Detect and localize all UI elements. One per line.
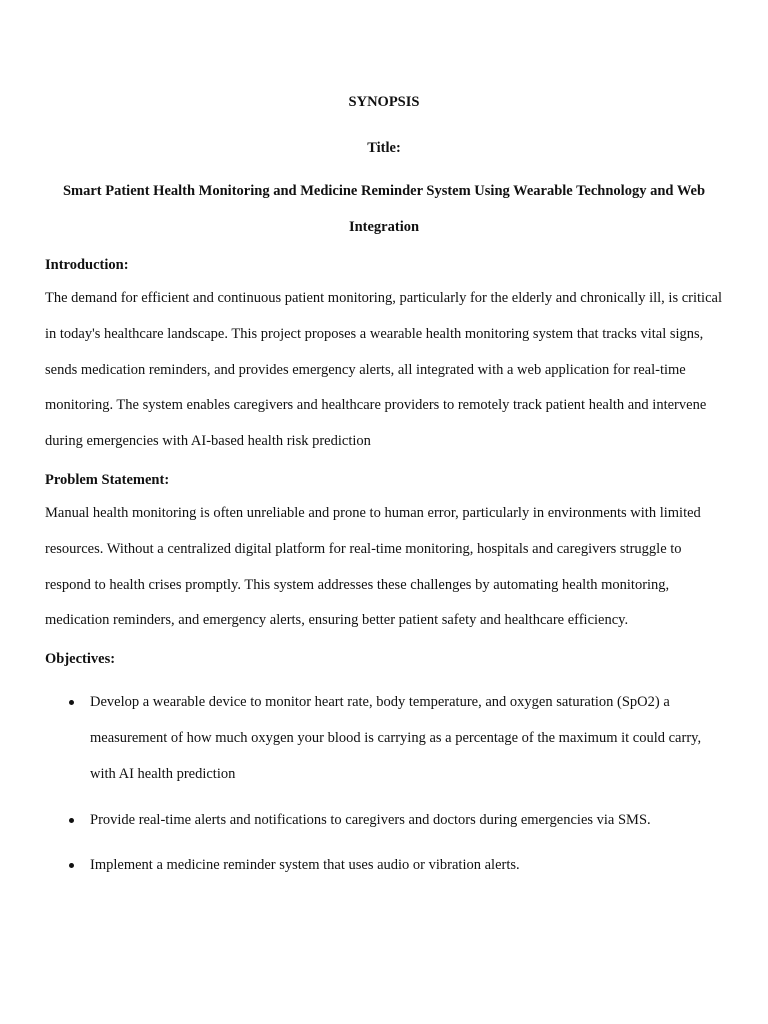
objective-text: Provide real-time alerts and notifications to caregivers and doctors during emergencies via SMS. bbox=[90, 811, 651, 828]
problem-statement-text: Manual health monitoring is often unreliable and prone to human error, particularly in environments with limited resources. Without a centralized digital platform for real-time monitoring, hospitals and caregivers struggle to respond to health crises promptly. This system addresses these challenges by automating health monitoring, medication reminders, and emergency alerts, ensuring better patient safety and healthcare efficiency. bbox=[45, 504, 701, 629]
problem-statement-heading: Problem Statement: bbox=[45, 471, 170, 488]
project-title: Smart Patient Health Monitoring and Medicine Reminder System Using Wearable Technology and Web Integration bbox=[62, 183, 706, 235]
bullet-icon bbox=[69, 863, 74, 868]
title-label: Title: bbox=[367, 140, 401, 156]
objectives-list bbox=[45, 685, 723, 884]
list-item bbox=[45, 848, 723, 884]
objective-text: Develop a wearable device to monitor heart rate, body temperature, and oxygen saturation (SpO2) a measurement of how much oxygen your blood is carrying as a percentage of the maximum it could carry, with AI health prediction bbox=[90, 694, 702, 782]
bullet-icon bbox=[69, 700, 74, 705]
introduction-heading: Introduction: bbox=[45, 257, 129, 273]
list-item bbox=[45, 803, 723, 839]
synopsis-heading: SYNOPSIS bbox=[348, 94, 420, 110]
objective-text: Implement a medicine reminder system that uses audio or vibration alerts. bbox=[90, 857, 520, 874]
objectives-heading: Objectives: bbox=[45, 651, 116, 668]
introduction-text: The demand for efficient and continuous patient monitoring, particularly for the elderly and chronically ill, is critical in today's healthcare landscape. This project proposes a wearable health monitoring system that tracks vital signs, sends medication reminders, and provides emergency alerts, all integrated with a web application for real-time monitoring. The system enables caregivers and healthcare providers to remotely track patient health and intervene during emergencies with AI-based health risk prediction bbox=[45, 290, 722, 450]
list-item bbox=[45, 685, 723, 792]
bullet-icon bbox=[69, 818, 74, 823]
